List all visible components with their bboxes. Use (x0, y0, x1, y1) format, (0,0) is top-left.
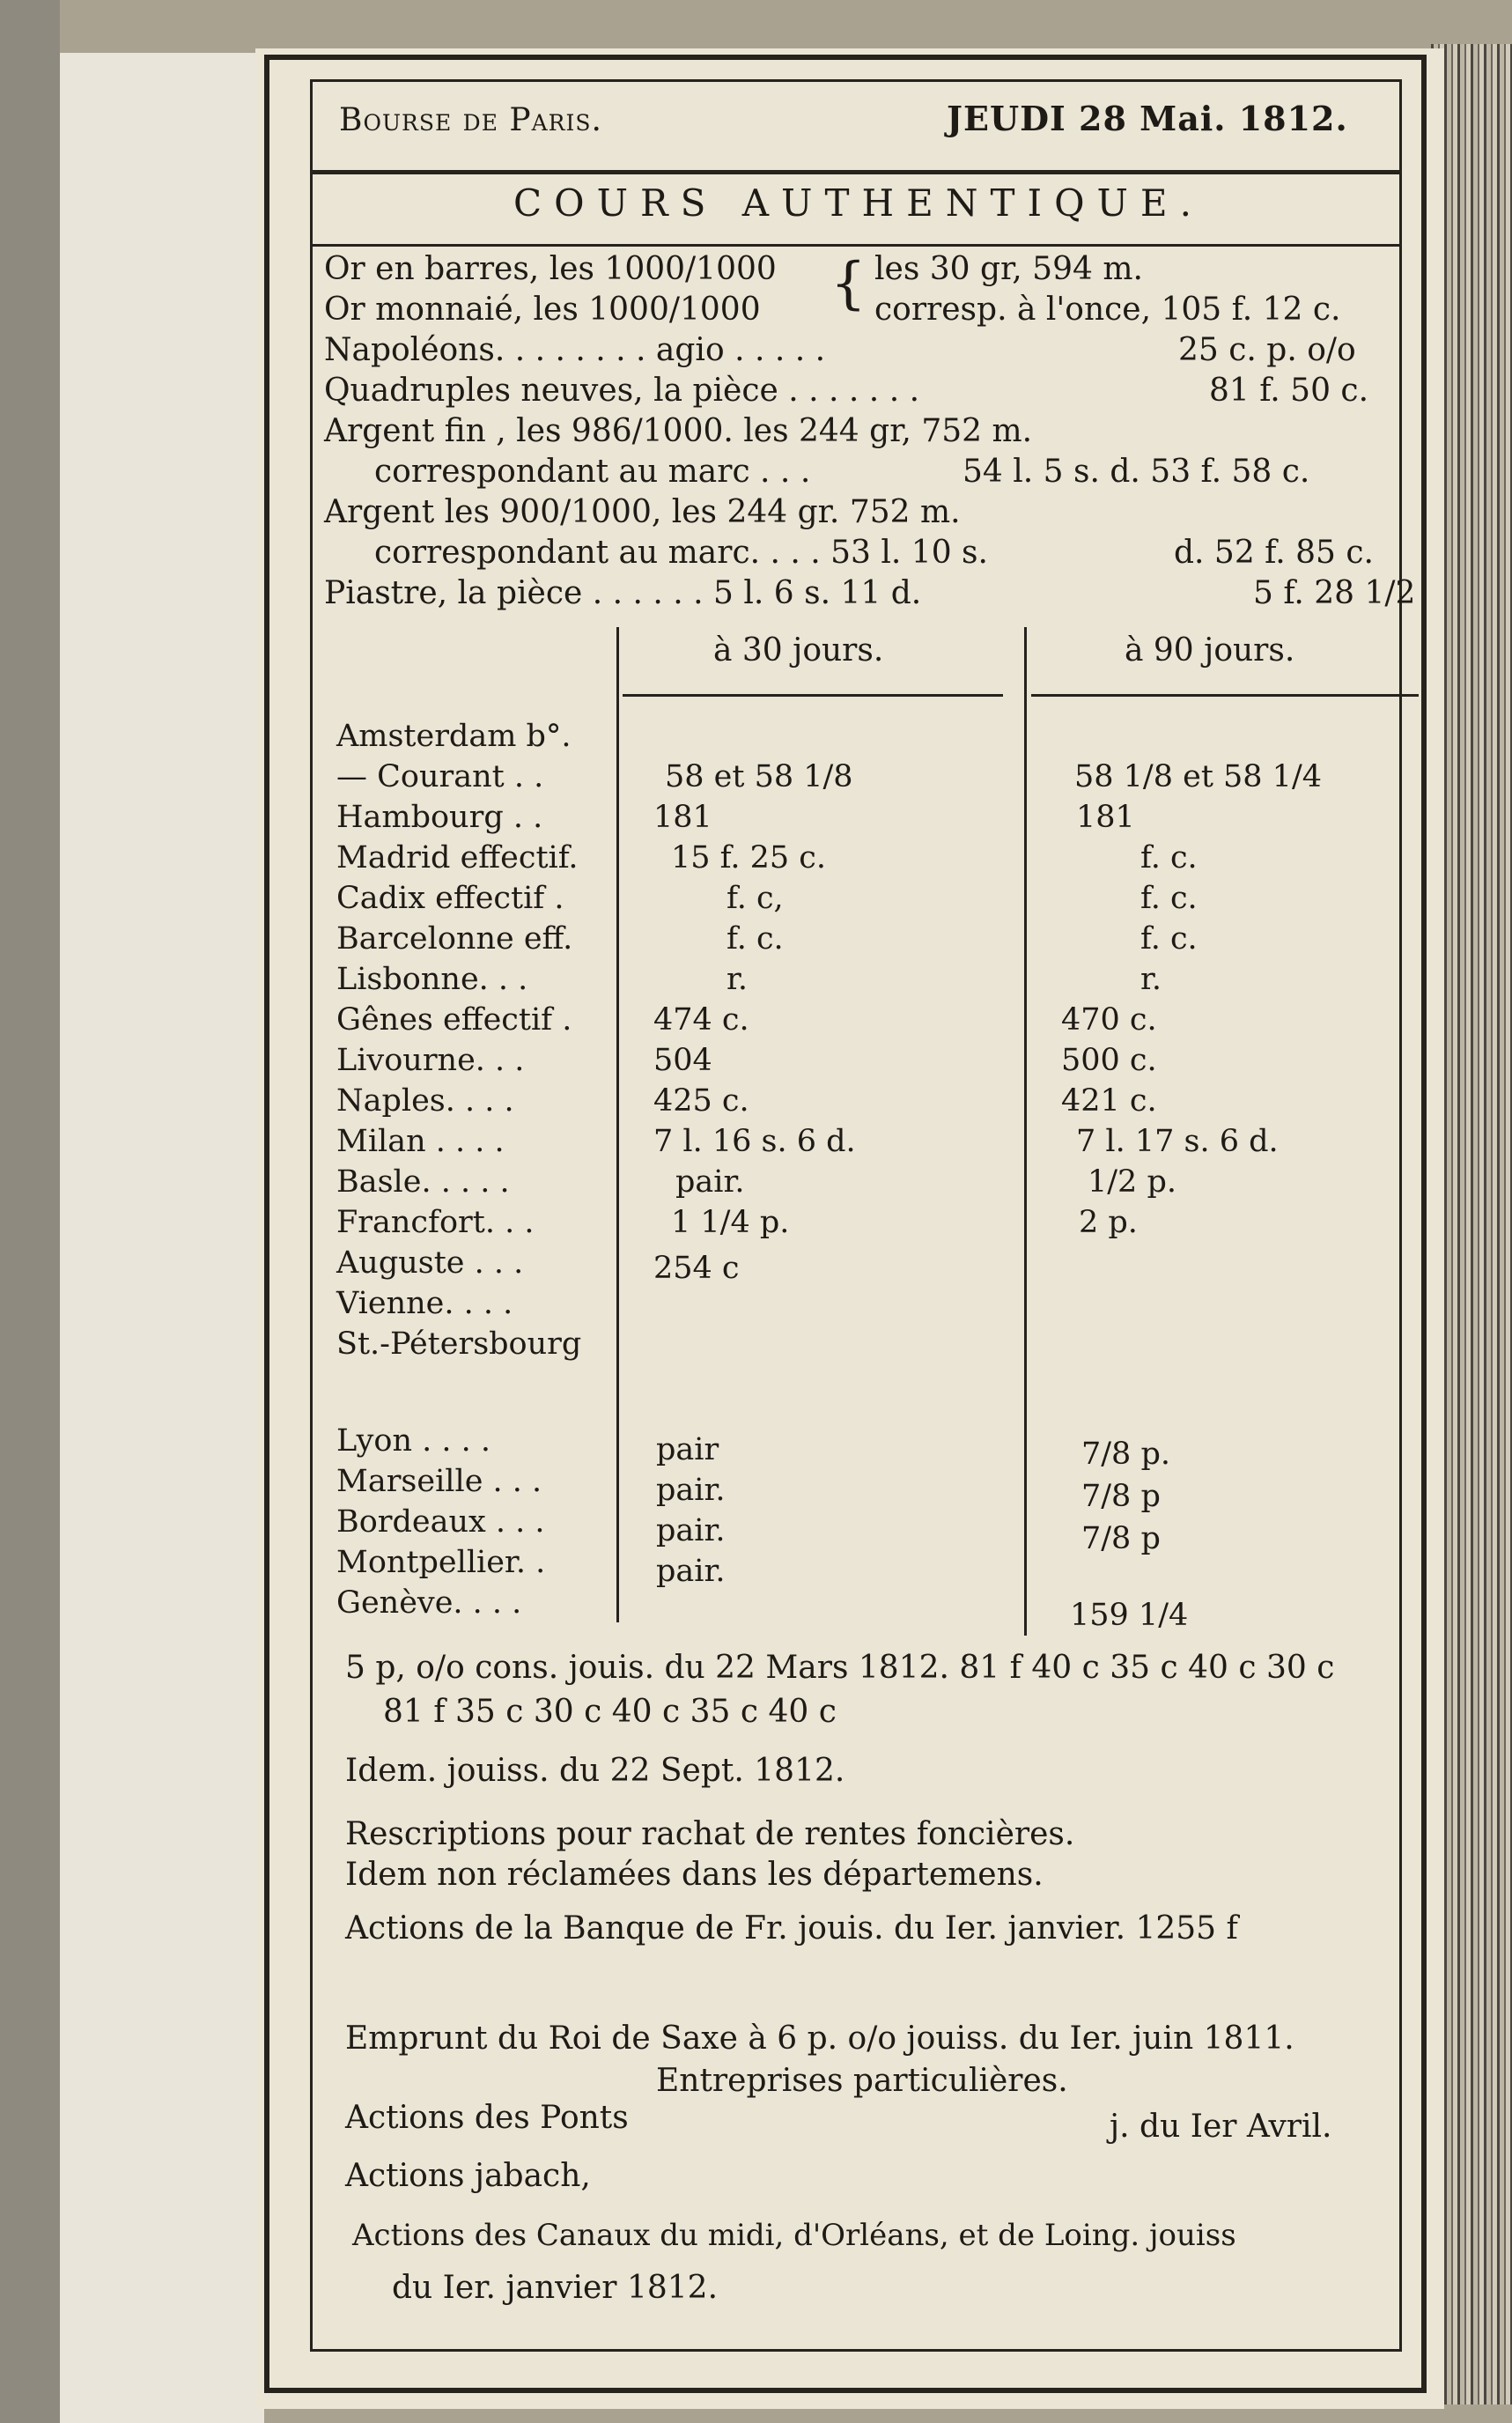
metal-line-9: Piastre, la pièce . . . . . . 5 l. 6 s. 11 d. (324, 575, 922, 611)
rate-30: f. c, (726, 881, 784, 916)
city-name: — Courant . . (336, 759, 544, 794)
table-divider-right (1024, 627, 1027, 1636)
idem-line: Idem. jouiss. du 22 Sept. 1812. (345, 1753, 845, 1789)
rate-90: f. c. (1140, 881, 1198, 916)
rate-90: 7/8 p. (1081, 1437, 1170, 1472)
header-date: JEUDI 28 Mai. 1812. (947, 99, 1348, 138)
rate-30: 425 c. (653, 1083, 749, 1119)
metal-line-1: Or en barres, les 1000/1000 (324, 251, 777, 287)
city-name: Milan . . . . (336, 1124, 505, 1159)
rate-90: 159 1/4 (1070, 1598, 1189, 1633)
ponts-line: Actions des Ponts (345, 2100, 629, 2136)
city-name: Lyon . . . . (336, 1423, 491, 1459)
rate-90: f. c. (1140, 840, 1198, 875)
column-header-30: à 30 jours. (713, 632, 884, 669)
table-divider-left (616, 627, 619, 1622)
city-name: Vienne. . . . (336, 1286, 513, 1321)
city-name: Gênes effectif . (336, 1002, 572, 1038)
metal-line-2-value: corresp. à l'once, 105 f. 12 c. (874, 292, 1341, 328)
canaux-line-cont: du Ier. janvier 1812. (392, 2270, 719, 2306)
city-name: St.-Pétersbourg (336, 1326, 582, 1362)
title-rule (310, 244, 1402, 247)
rate-30: r. (726, 962, 749, 997)
rate-90: 58 1/8 et 58 1/4 (1074, 759, 1323, 794)
rate-30: 1 1/4 p. (671, 1205, 790, 1240)
metal-line-5: Argent fin , les 986/1000. les 244 gr, 752 m. (324, 413, 1033, 449)
rate-30: 15 f. 25 c. (671, 840, 827, 875)
rate-30: 181 (653, 800, 712, 835)
rentes-line: 5 p, o/o cons. jouis. du 22 Mars 1812. 81 f 40 c 35 c 40 c 30 c (345, 1650, 1335, 1686)
rate-30: 504 (653, 1043, 712, 1078)
city-name: Marseille . . . (336, 1464, 542, 1499)
city-name: Genève. . . . (336, 1585, 522, 1621)
city-name: Madrid effectif. (336, 840, 579, 875)
city-name: Montpellier. . (336, 1545, 546, 1580)
rate-30: pair (656, 1432, 719, 1467)
column-rule-90 (1031, 694, 1419, 697)
rate-90: 470 c. (1061, 1002, 1157, 1038)
rescriptions-line: Rescriptions pour rachat de rentes foncières. (345, 1816, 1075, 1852)
entreprises-heading: Entreprises particulières. (656, 2063, 1068, 2099)
city-name: Amsterdam b°. (336, 719, 572, 754)
rate-30: f. c. (726, 921, 784, 957)
rate-90: f. c. (1140, 921, 1198, 957)
rate-90: 7/8 p (1081, 1521, 1161, 1556)
rate-30: 254 c (653, 1251, 740, 1286)
emprunt-line: Emprunt du Roi de Saxe à 6 p. o/o jouiss. du Ier. juin 1811. (345, 2020, 1294, 2057)
metal-line-4-value: 81 f. 50 c. (1209, 373, 1369, 409)
rate-30: 474 c. (653, 1002, 749, 1038)
rate-30: pair. (656, 1513, 726, 1548)
rate-90: 7/8 p (1081, 1479, 1161, 1514)
rate-90: 7 l. 17 s. 6 d. (1076, 1124, 1279, 1159)
city-name: Lisbonne. . . (336, 962, 528, 997)
city-name: Naples. . . . (336, 1083, 514, 1119)
metal-line-8-value: d. 52 f. 85 c. (1174, 535, 1374, 571)
banque-line: Actions de la Banque de Fr. jouis. du Ier. janvier. 1255 f (345, 1910, 1238, 1947)
rate-90: 1/2 p. (1088, 1164, 1176, 1200)
rate-90: r. (1140, 962, 1162, 997)
rate-30: pair. (675, 1164, 745, 1200)
city-name: Basle. . . . . (336, 1164, 510, 1200)
header-rule (310, 170, 1402, 174)
rate-30: pair. (656, 1473, 726, 1508)
ponts-date: j. du Ier Avril. (1110, 2109, 1332, 2145)
city-name: Bordeaux . . . (336, 1504, 545, 1540)
metal-line-9-value: 5 f. 28 1/2 (1253, 575, 1416, 611)
metal-line-1-value: les 30 gr, 594 m. (874, 251, 1143, 287)
city-name: Barcelonne eff. (336, 921, 573, 957)
rate-90: 181 (1076, 800, 1135, 835)
metal-line-6-value: 54 l. 5 s. d. 53 f. 58 c. (963, 454, 1310, 490)
rate-90: 500 c. (1061, 1043, 1157, 1078)
metal-line-7: Argent les 900/1000, les 244 gr. 752 m. (324, 494, 961, 530)
rate-30: 58 et 58 1/8 (665, 759, 853, 794)
page-title: COURS AUTHENTIQUE. (513, 181, 1204, 225)
column-rule-30 (623, 694, 1003, 697)
jabach-line: Actions jabach, (345, 2158, 591, 2194)
rentes-line-cont: 81 f 35 c 30 c 40 c 35 c 40 c (383, 1694, 837, 1730)
header-left: Bourse de Paris. (339, 102, 602, 138)
rate-90: 421 c. (1061, 1083, 1157, 1119)
rate-30: pair. (656, 1554, 726, 1589)
metal-line-2: Or monnaié, les 1000/1000 (324, 292, 761, 328)
scan-margin (0, 0, 60, 2423)
metal-line-6: correspondant au marc . . . (374, 454, 811, 490)
canaux-line: Actions des Canaux du midi, d'Orléans, et de Loing. jouiss (352, 2218, 1236, 2253)
metal-line-8: correspondant au marc. . . . 53 l. 10 s. (374, 535, 988, 571)
metal-line-4: Quadruples neuves, la pièce . . . . . . . (324, 373, 920, 409)
rate-30: 7 l. 16 s. 6 d. (653, 1124, 856, 1159)
city-name: Francfort. . . (336, 1205, 535, 1240)
idem-reclamees-line: Idem non réclamées dans les départemens. (345, 1857, 1044, 1893)
column-header-90: à 90 jours. (1125, 632, 1295, 669)
city-name: Livourne. . . (336, 1043, 525, 1078)
brace-icon: { (830, 251, 867, 316)
city-name: Hambourg . . (336, 800, 543, 835)
city-name: Cadix effectif . (336, 881, 564, 916)
metal-line-3: Napoléons. . . . . . . . agio . . . . . (324, 332, 826, 368)
metal-line-3-value: 25 c. p. o/o (1178, 332, 1356, 368)
city-name: Auguste . . . (336, 1245, 524, 1281)
rate-90: 2 p. (1079, 1205, 1138, 1240)
